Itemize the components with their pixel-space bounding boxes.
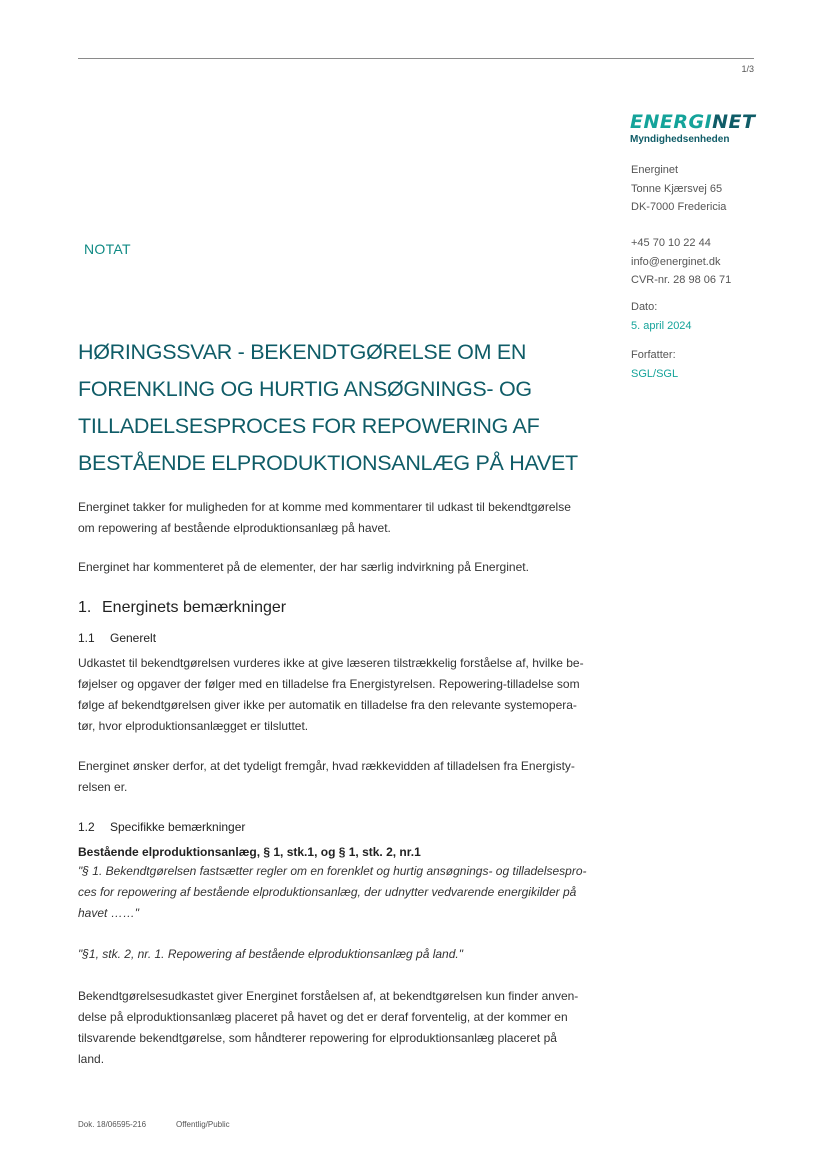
- section-heading-1: 1. Energinets bemærkninger: [78, 599, 287, 616]
- sender-cvr: CVR-nr. 28 98 06 71: [631, 274, 732, 286]
- sender-street: Tonne Kjærsvej 65: [631, 182, 723, 195]
- title-line: BESTÅENDE ELPRODUKTIONSANLÆG PÅ HAVET: [78, 451, 578, 475]
- sender-city: DK-7000 Fredericia: [631, 201, 727, 213]
- date-block: [631, 298, 692, 335]
- title-line: HØRINGSSVAR - BEKENDTGØRELSE OM EN: [78, 340, 527, 364]
- author-label: Forfatter:: [631, 349, 676, 361]
- quote-paragraph-1: "§ 1. Bekendtgørelsen fastsætter regler om en forenklet og hurtig ansøgnings- og tilladelsespro- ces for repowering af bestående elproduktionsanlæg, der udnytter vedvarende energikilder på havet ……": [78, 864, 587, 920]
- title-line: TILLADELSESPROCES FOR REPOWERING AF: [78, 414, 540, 438]
- section-heading-1-2: 1.2 Specifikke bemærkninger: [78, 820, 246, 834]
- header-rule: [78, 58, 754, 59]
- sender-phone: +45 70 10 22 44: [631, 237, 711, 249]
- footer-classification: Offentlig/Public: [176, 1120, 230, 1129]
- author-value: SGL/SGL: [631, 367, 679, 380]
- intro-paragraph-2: Energinet har kommenteret på de elementer, der har særlig indvirkning på Energinet.: [78, 560, 529, 574]
- sender-email: info@energinet.dk: [631, 255, 721, 268]
- specific-paragraph-1: Bekendtgørelsesudkastet giver Energinet forståelsen af, at bekendtgørelsen kun finder anven- delse på elproduktionsanlæg placeret på havet og det er deraf forventelig, at der kommer en tilsvarende bekendtgørelse, som håndterer repowering for elproduktionsanlæg placeret på land.: [78, 989, 579, 1066]
- subheading-bestaaende: Bestående elproduktionsanlæg, § 1, stk.1, og § 1, stk. 2, nr.1: [78, 845, 421, 859]
- document-type: NOTAT: [84, 241, 131, 257]
- logo-wordmark: ENERGINET: [630, 111, 756, 133]
- date-label: Dato:: [631, 301, 658, 313]
- general-paragraph-2: Energinet ønsker derfor, at det tydeligt fremgår, hvad rækkevidden af tilladelsen fra Energisty- relsen er.: [78, 759, 575, 794]
- general-paragraph-1: Udkastet til bekendtgørelsen vurderes ikke at give læseren tilstrækkelig forståelse af, hvilke be- føjelser og opgaver der følger med en tilladelse fra Energistyrelsen. Repowering-tilladelse som følge af bekendtgørelsen giver ikke per automatik en tilladelse fra den relevante systemopera- tør, hvor elproduktionsanlægget er tilsluttet.: [78, 656, 584, 733]
- sender-contact: [631, 234, 731, 290]
- title-line: FORENKLING OG HURTIG ANSØGNINGS- OG: [78, 377, 532, 401]
- date-value: 5. april 2024: [631, 319, 692, 332]
- footer-doc-number: Dok. 18/06595-216: [78, 1120, 147, 1129]
- sender-address: [631, 161, 726, 217]
- document-title: [78, 334, 618, 482]
- energinet-logo: [630, 112, 756, 146]
- quote-paragraph-2: "§1, stk. 2, nr. 1. Repowering af bestående elproduktionsanlæg på land.": [78, 947, 463, 961]
- intro-paragraph-1: Energinet takker for muligheden for at komme med kommentarer til udkast til bekendtgørelse om repowering af bestående elproduktionsanlæg på havet.: [78, 500, 571, 535]
- section-heading-1-1: 1.1 Generelt: [78, 631, 157, 645]
- author-block: [631, 346, 678, 383]
- page-number: 1/3: [741, 64, 754, 74]
- sender-name: Energinet: [631, 164, 679, 176]
- logo-subtitle: Myndighedsenheden: [630, 134, 730, 145]
